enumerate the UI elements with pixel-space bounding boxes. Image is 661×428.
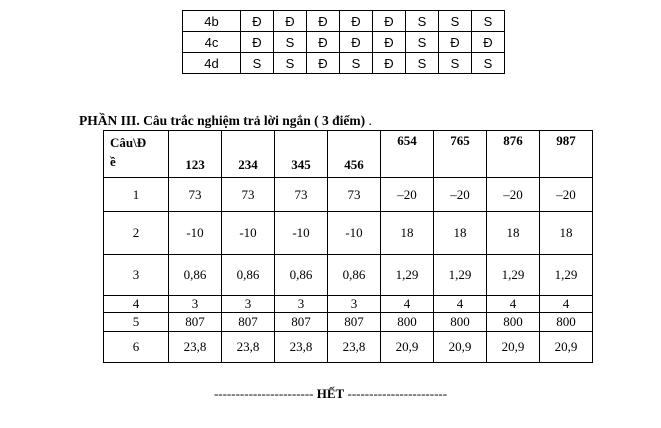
answer-cell: Đ — [373, 32, 406, 53]
table-row — [104, 332, 593, 363]
question-number: 3 — [104, 255, 169, 296]
answer-cell: 800 — [540, 313, 593, 332]
corner-line-1: Câu\Đ — [110, 135, 147, 150]
answer-cell: -10 — [169, 212, 222, 255]
answer-cell: 1,29 — [487, 255, 540, 296]
question-number: 6 — [104, 332, 169, 363]
answer-cell: Đ — [472, 32, 505, 53]
answer-cell: 73 — [169, 178, 222, 212]
row-label: 4b — [183, 11, 241, 32]
answer-cell: –20 — [540, 178, 593, 212]
answer-cell: Đ — [241, 32, 274, 53]
answer-cell: 4 — [434, 296, 487, 313]
answer-cell: S — [340, 53, 373, 74]
answer-cell: Đ — [274, 11, 307, 32]
exam-code-header: 345 — [275, 131, 328, 178]
exam-code-header: 765 — [434, 131, 487, 178]
question-number: 4 — [104, 296, 169, 313]
answer-cell: –20 — [434, 178, 487, 212]
answer-cell: Đ — [373, 11, 406, 32]
section-heading — [79, 113, 372, 129]
answer-key-table-part-2 — [182, 10, 505, 74]
table-row — [104, 178, 593, 212]
answer-cell: S — [274, 32, 307, 53]
answer-cell: 23,8 — [275, 332, 328, 363]
answer-cell: 1,29 — [540, 255, 593, 296]
answer-cell: Đ — [373, 53, 406, 74]
answer-cell: S — [406, 53, 439, 74]
answer-cell: 73 — [222, 178, 275, 212]
end-marker — [0, 386, 661, 402]
answer-cell: 807 — [275, 313, 328, 332]
answer-cell: S — [274, 53, 307, 74]
answer-cell: –20 — [381, 178, 434, 212]
answer-cell: S — [439, 53, 472, 74]
answer-cell: 20,9 — [540, 332, 593, 363]
answer-cell: 0,86 — [275, 255, 328, 296]
answer-cell: Đ — [340, 32, 373, 53]
answer-cell: 800 — [381, 313, 434, 332]
table-row — [183, 53, 505, 74]
end-label: HẾT — [316, 386, 345, 401]
answer-cell: 73 — [328, 178, 381, 212]
answer-cell: 18 — [540, 212, 593, 255]
row-label: 4c — [183, 32, 241, 53]
section-title-text: PHẦN III. Câu trắc nghiệm trả lời ngắn ( 3 điểm) — [79, 113, 366, 128]
question-number: 2 — [104, 212, 169, 255]
answer-cell: S — [472, 11, 505, 32]
footer-dashes-right: ----------------------- — [347, 386, 448, 401]
answer-cell: S — [439, 11, 472, 32]
answer-cell: -10 — [222, 212, 275, 255]
answer-cell: -10 — [275, 212, 328, 255]
answer-cell: –20 — [487, 178, 540, 212]
answer-cell: 73 — [275, 178, 328, 212]
answer-cell: 0,86 — [169, 255, 222, 296]
answer-cell: 800 — [434, 313, 487, 332]
table-row — [104, 296, 593, 313]
answer-cell: 3 — [222, 296, 275, 313]
answer-cell: 20,9 — [487, 332, 540, 363]
exam-code-header: 876 — [487, 131, 540, 178]
table-row — [104, 313, 593, 332]
answer-cell: Đ — [241, 11, 274, 32]
answer-cell: 3 — [169, 296, 222, 313]
answer-cell: 3 — [328, 296, 381, 313]
answer-cell: Đ — [307, 11, 340, 32]
answer-cell: Đ — [307, 53, 340, 74]
row-label: 4d — [183, 53, 241, 74]
answer-cell: 807 — [169, 313, 222, 332]
answer-cell: S — [406, 32, 439, 53]
header-row — [104, 131, 593, 178]
answer-cell: 800 — [487, 313, 540, 332]
corner-header — [104, 131, 169, 178]
answer-cell: -10 — [328, 212, 381, 255]
answer-cell: 807 — [328, 313, 381, 332]
exam-code-header: 456 — [328, 131, 381, 178]
answer-cell: 4 — [381, 296, 434, 313]
table-row — [183, 11, 505, 32]
answer-cell: 4 — [540, 296, 593, 313]
answer-cell: 807 — [222, 313, 275, 332]
exam-code-header: 234 — [222, 131, 275, 178]
answer-cell: 3 — [275, 296, 328, 313]
section-title-tail: . — [365, 113, 372, 128]
answer-cell: 0,86 — [328, 255, 381, 296]
answer-cell: 18 — [381, 212, 434, 255]
answer-cell: 18 — [434, 212, 487, 255]
answer-cell: 4 — [487, 296, 540, 313]
answer-cell: 23,8 — [328, 332, 381, 363]
answer-cell: 18 — [487, 212, 540, 255]
answer-cell: Đ — [340, 11, 373, 32]
question-number: 1 — [104, 178, 169, 212]
table-row — [104, 255, 593, 296]
answer-cell: 0,86 — [222, 255, 275, 296]
answer-cell: 20,9 — [381, 332, 434, 363]
answer-cell: Đ — [439, 32, 472, 53]
answer-cell: S — [241, 53, 274, 74]
table-row — [104, 212, 593, 255]
short-answer-table — [103, 130, 593, 363]
answer-cell: 1,29 — [381, 255, 434, 296]
exam-code-header: 123 — [169, 131, 222, 178]
footer-dashes-left: ----------------------- — [213, 386, 314, 401]
answer-cell: S — [406, 11, 439, 32]
table-row — [183, 32, 505, 53]
answer-cell: 1,29 — [434, 255, 487, 296]
question-number: 5 — [104, 313, 169, 332]
exam-code-header: 987 — [540, 131, 593, 178]
corner-line-2: ề — [110, 154, 116, 169]
answer-cell: S — [472, 53, 505, 74]
exam-code-header: 654 — [381, 131, 434, 178]
answer-cell: 23,8 — [222, 332, 275, 363]
answer-cell: 20,9 — [434, 332, 487, 363]
answer-cell: Đ — [307, 32, 340, 53]
answer-cell: 23,8 — [169, 332, 222, 363]
